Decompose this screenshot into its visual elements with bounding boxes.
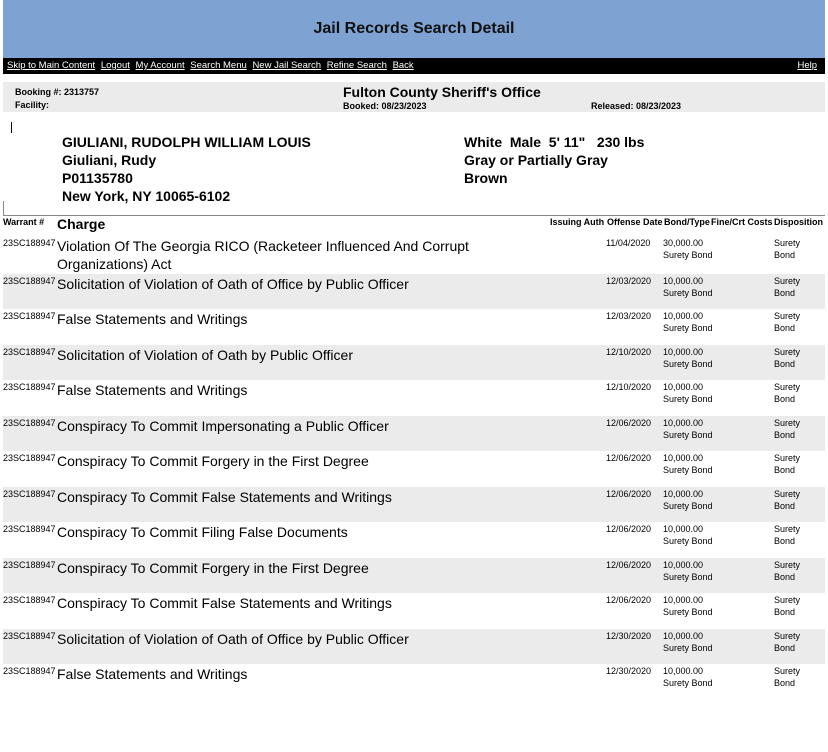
offense-date-cell: 12/30/2020 <box>606 666 652 676</box>
physical-description <box>464 133 644 187</box>
skip-to-main-link[interactable]: Skip to Main Content <box>7 60 96 71</box>
warrant-cell: 23SC188947 <box>3 382 56 392</box>
warrant-cell: 23SC188947 <box>3 311 56 321</box>
offense-date-cell: 12/06/2020 <box>606 418 652 428</box>
bond-amount: 30,000.00 <box>663 238 704 248</box>
bond-type: Surety Bond <box>663 500 713 511</box>
bond-amount: 10,000.00 <box>663 276 704 286</box>
eye-color: Brown <box>464 170 508 186</box>
charge-cell: Conspiracy To Commit Forgery in the First Degree <box>57 453 369 469</box>
table-row <box>3 309 825 345</box>
offense-date-cell: 11/04/2020 <box>606 238 651 248</box>
offense-date-cell: 12/10/2020 <box>606 382 652 392</box>
sex: Male <box>509 134 542 150</box>
table-row <box>3 345 825 380</box>
offense-date-cell: 12/06/2020 <box>606 524 652 534</box>
hair-color: Gray or Partially Gray <box>464 152 608 168</box>
nav-bar <box>3 58 825 74</box>
bond-type: Surety Bond <box>663 606 713 617</box>
warrant-cell: 23SC188947 <box>3 276 56 286</box>
nav-links <box>7 58 417 74</box>
bond-type: Surety Bond <box>663 393 713 404</box>
table-row <box>3 664 825 700</box>
charge-cell: False Statements and Writings <box>57 382 248 398</box>
help-link[interactable]: Help <box>797 60 817 71</box>
bond-amount: 10,000.00 <box>663 631 704 641</box>
offense-date-cell: 12/06/2020 <box>606 453 652 463</box>
charge-cell: Conspiracy To Commit False Statements and Writings <box>57 489 392 505</box>
header-bond-type: Bond/Type <box>664 217 710 227</box>
agency-name: Fulton County Sheriff's Office <box>343 84 541 100</box>
table-row <box>3 487 825 522</box>
disposition-cell: Surety Bond <box>774 311 801 333</box>
person-info <box>62 133 311 205</box>
warrant-cell: 23SC188947 <box>3 560 56 570</box>
bond-cell <box>663 595 713 618</box>
new-jail-search-link[interactable]: New Jail Search <box>252 60 322 71</box>
page-header <box>3 0 825 58</box>
refine-search-link[interactable]: Refine Search <box>326 60 387 71</box>
bond-amount: 10,000.00 <box>663 560 704 570</box>
charge-cell: Conspiracy To Commit False Statements and Writings <box>57 595 392 611</box>
offense-date-cell: 12/06/2020 <box>606 595 652 605</box>
bond-amount: 10,000.00 <box>663 595 704 605</box>
person-id: P01135780 <box>62 170 133 186</box>
warrant-cell: 23SC188947 <box>3 524 56 534</box>
warrant-cell: 23SC188947 <box>3 631 56 641</box>
charge-cell: False Statements and Writings <box>57 311 248 327</box>
warrant-cell: 23SC188947 <box>3 238 56 248</box>
bond-type: Surety Bond <box>663 535 713 546</box>
warrant-cell: 23SC188947 <box>3 418 56 428</box>
table-row <box>3 558 825 593</box>
page-title: Jail Records Search Detail <box>313 20 515 37</box>
bond-cell <box>663 631 713 654</box>
table-row <box>3 380 825 416</box>
bond-cell <box>663 276 713 299</box>
table-row <box>3 451 825 487</box>
disposition-cell: Surety Bond <box>774 666 801 688</box>
back-link[interactable]: Back <box>392 60 414 71</box>
bond-type: Surety Bond <box>663 429 713 440</box>
bond-cell <box>663 524 713 547</box>
header-offense-date: Offense Date <box>607 217 663 227</box>
header-fine-costs: Fine/Crt Costs <box>711 217 773 227</box>
charge-cell: Conspiracy To Commit Forgery in the First Degree <box>57 560 369 576</box>
header-issuing-auth: Issuing Auth <box>550 217 605 227</box>
bond-amount: 10,000.00 <box>663 453 704 463</box>
person-full-name: GIULIANI, RUDOLPH WILLIAM LOUIS <box>62 134 311 150</box>
warrant-cell: 23SC188947 <box>3 453 56 463</box>
booking-number: Booking #: 2313757 <box>15 87 100 97</box>
disposition-cell: Surety Bond <box>774 276 801 298</box>
bond-type: Surety Bond <box>663 358 713 369</box>
bond-amount: 10,000.00 <box>663 311 704 321</box>
warrant-cell: 23SC188947 <box>3 489 56 499</box>
offense-date-cell: 12/06/2020 <box>606 560 652 570</box>
table-row <box>3 593 825 629</box>
facility-label: Facility: <box>15 100 50 110</box>
charge-cell: Conspiracy To Commit Filing False Documents <box>57 524 348 540</box>
bond-type: Surety Bond <box>663 249 713 260</box>
table-row <box>3 629 825 664</box>
charge-cell: Conspiracy To Commit Impersonating a Public Officer <box>57 418 389 434</box>
offense-date-cell: 12/10/2020 <box>606 347 652 357</box>
bond-type: Surety Bond <box>663 571 713 582</box>
bond-cell <box>663 666 713 689</box>
logout-link[interactable]: Logout <box>100 60 130 71</box>
charge-cell: Solicitation of Violation of Oath by Public Officer <box>57 347 353 363</box>
table-row <box>3 236 825 274</box>
race: White <box>464 134 503 150</box>
physical-line <box>464 133 644 151</box>
person-address: New York, NY 10065-6102 <box>62 188 231 204</box>
header-warrant: Warrant # <box>3 217 45 227</box>
disposition-cell: Surety Bond <box>774 595 801 617</box>
bond-amount: 10,000.00 <box>663 347 704 357</box>
person-alias: Giuliani, Rudy <box>62 152 157 168</box>
bond-amount: 10,000.00 <box>663 666 704 676</box>
bond-amount: 10,000.00 <box>663 489 704 499</box>
warrant-cell: 23SC188947 <box>3 347 56 357</box>
disposition-cell: Surety Bond <box>774 238 801 260</box>
disposition-cell: Surety Bond <box>774 560 801 582</box>
bond-cell <box>663 453 713 476</box>
bond-type: Surety Bond <box>663 677 713 688</box>
bond-type: Surety Bond <box>663 287 713 298</box>
offense-date-cell: 12/30/2020 <box>606 631 652 641</box>
bond-cell <box>663 382 713 405</box>
header-disposition: Disposition <box>774 217 823 227</box>
warrant-cell: 23SC188947 <box>3 666 56 676</box>
charge-cell: Solicitation of Violation of Oath of Office by Public Officer <box>57 276 409 292</box>
bond-amount: 10,000.00 <box>663 524 704 534</box>
disposition-cell: Surety Bond <box>774 347 801 369</box>
my-account-link[interactable]: My Account <box>135 60 185 71</box>
disposition-cell: Surety Bond <box>774 418 801 440</box>
text-cursor <box>11 122 12 133</box>
bond-type: Surety Bond <box>663 642 713 653</box>
disposition-cell: Surety Bond <box>774 524 801 546</box>
table-row <box>3 416 825 451</box>
divider-tick <box>3 201 4 215</box>
height: 5' 11" <box>548 134 586 150</box>
bond-amount: 10,000.00 <box>663 382 704 392</box>
charge-cell: False Statements and Writings <box>57 666 248 682</box>
bond-cell <box>663 418 713 441</box>
table-row <box>3 522 825 558</box>
bond-type: Surety Bond <box>663 322 713 333</box>
offense-date-cell: 12/06/2020 <box>606 489 652 499</box>
disposition-cell: Surety Bond <box>774 631 801 653</box>
booked-date: Booked: 08/23/2023 <box>343 101 427 111</box>
offense-date-cell: 12/03/2020 <box>606 311 652 321</box>
disposition-cell: Surety Bond <box>774 489 801 511</box>
booking-summary <box>3 82 825 112</box>
bond-cell <box>663 238 713 261</box>
bond-cell <box>663 347 713 370</box>
bond-cell <box>663 560 713 583</box>
charge-cell: Solicitation of Violation of Oath of Office by Public Officer <box>57 631 409 647</box>
divider <box>3 215 825 216</box>
warrant-cell: 23SC188947 <box>3 595 56 605</box>
offense-date-cell: 12/03/2020 <box>606 276 652 286</box>
charge-cell: Violation Of The Georgia RICO (Racketeer Influenced And Corrupt Organizations) Act <box>57 238 469 272</box>
bond-cell <box>663 311 713 334</box>
disposition-cell: Surety Bond <box>774 382 801 404</box>
bond-cell <box>663 489 713 512</box>
table-row <box>3 274 825 309</box>
disposition-cell: Surety Bond <box>774 453 801 475</box>
bond-type: Surety Bond <box>663 464 713 475</box>
released-date: Released: 08/23/2023 <box>591 101 682 111</box>
charges-table <box>3 236 825 700</box>
header-charge: Charge <box>57 216 106 232</box>
search-menu-link[interactable]: Search Menu <box>190 60 247 71</box>
weight: 230 lbs <box>596 134 645 150</box>
bond-amount: 10,000.00 <box>663 418 704 428</box>
